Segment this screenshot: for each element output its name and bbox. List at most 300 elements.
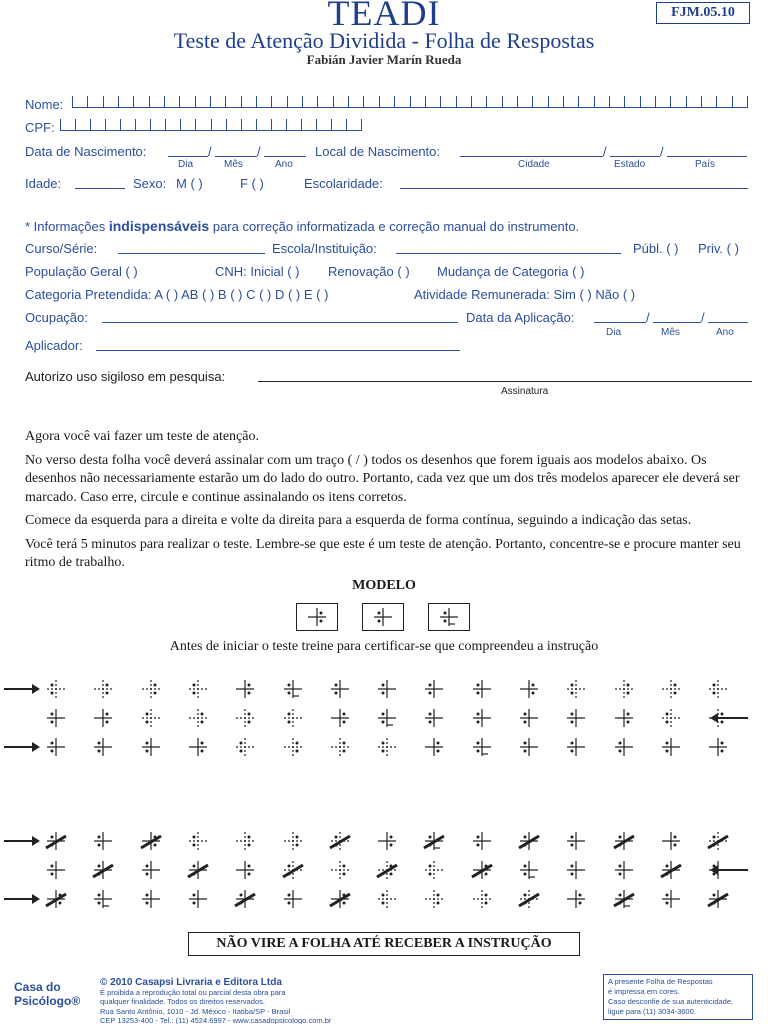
- struck-figure-icon: [660, 859, 682, 881]
- figure-icon: [45, 859, 67, 881]
- struck-figure-icon: [707, 888, 729, 910]
- instruction-p2: No verso desta folha você deverá assinalar com um traço ( / ) todos os desenhos que forem iguais aos modelos abaixo. Os desenhos não necessariamente estarão um do lado do outro. Portanto, cada vez que um dos três modelos aparecer ele deverá ser marcado. Caso erre, circule e continue assinalando os itens corretos.: [25, 452, 740, 505]
- local-label: Local de Nascimento:: [315, 144, 441, 159]
- tick-mark: [317, 96, 318, 108]
- practice-figure[interactable]: [140, 736, 162, 758]
- modelo-figure-icon: [372, 606, 394, 628]
- practice-figure[interactable]: [45, 830, 67, 852]
- idade-label: Idade:: [25, 176, 62, 191]
- renovacao-option[interactable]: Renovação ( ): [328, 264, 410, 279]
- tick-mark: [256, 119, 257, 131]
- practice-figure[interactable]: [282, 736, 304, 758]
- figure-icon: [282, 888, 304, 910]
- figure-icon: [329, 736, 351, 758]
- tick-mark: [440, 96, 441, 108]
- practice-figure[interactable]: [234, 707, 256, 729]
- cidade-field[interactable]: [460, 156, 603, 157]
- practice-figure[interactable]: [140, 678, 162, 700]
- tick-mark: [256, 96, 257, 108]
- practice-figure[interactable]: [329, 678, 351, 700]
- figure-icon: [92, 830, 114, 852]
- practice-figure[interactable]: [187, 888, 209, 910]
- slash: /: [660, 144, 664, 159]
- aplicacao-dia-field[interactable]: [594, 322, 646, 323]
- figure-icon: [423, 736, 445, 758]
- struck-figure-icon: [518, 888, 540, 910]
- mudanca-option[interactable]: Mudança de Categoria ( ): [437, 264, 585, 279]
- figure-icon: [423, 678, 445, 700]
- practice-figure[interactable]: [282, 830, 304, 852]
- tick-mark: [149, 96, 150, 108]
- cnh-option[interactable]: CNH: Inicial ( ): [215, 264, 300, 279]
- practice-figure[interactable]: [613, 678, 635, 700]
- tick-mark: [394, 96, 395, 108]
- tick-mark: [502, 96, 503, 108]
- figure-icon: [660, 830, 682, 852]
- figure-icon: [660, 707, 682, 729]
- note4: ligue para (11) 3034-3600.: [608, 1007, 696, 1016]
- aplicador-label: Aplicador:: [25, 338, 83, 353]
- practice-figure[interactable]: [329, 830, 351, 852]
- practice-figure[interactable]: [376, 888, 398, 910]
- figure-icon: [140, 888, 162, 910]
- practice-figure[interactable]: [282, 888, 304, 910]
- struck-figure-icon: [613, 888, 635, 910]
- info-suffix: para correção informatizada e correção manual do instrumento.: [212, 219, 580, 234]
- practice-figure[interactable]: [471, 736, 493, 758]
- practice-figure[interactable]: [329, 888, 351, 910]
- authenticity-note: [603, 974, 753, 1020]
- practice-figure[interactable]: [329, 859, 351, 881]
- figure-icon: [518, 678, 540, 700]
- practice-figure[interactable]: [187, 830, 209, 852]
- figure-icon: [518, 859, 540, 881]
- practice-figure[interactable]: [45, 859, 67, 881]
- figure-icon: [376, 736, 398, 758]
- practice-figure[interactable]: [329, 736, 351, 758]
- figure-icon: [613, 678, 635, 700]
- practice-figure[interactable]: [92, 888, 114, 910]
- modelo-figure-icon: [438, 606, 460, 628]
- note1: A presente Folha de Respostas: [608, 977, 713, 986]
- practice-figure[interactable]: [92, 830, 114, 852]
- nome-input[interactable]: [72, 96, 748, 108]
- figure-icon: [329, 859, 351, 881]
- tick-mark: [271, 96, 272, 108]
- autorizo-label: Autorizo uso sigiloso em pesquisa:: [25, 369, 226, 384]
- figure-icon: [376, 707, 398, 729]
- tick-mark: [211, 119, 212, 131]
- copyright-block: [100, 978, 370, 1024]
- rights2: qualquer finalidade. Todos os direitos reservados.: [100, 997, 265, 1006]
- ocupacao-field[interactable]: [102, 322, 458, 323]
- practice-figure[interactable]: [92, 707, 114, 729]
- tick-mark: [225, 96, 226, 108]
- practice-figure[interactable]: [92, 736, 114, 758]
- figure-icon: [613, 707, 635, 729]
- escolaridade-label: Escolaridade:: [304, 176, 383, 191]
- practice-figure[interactable]: [234, 830, 256, 852]
- struck-figure-icon: [329, 830, 351, 852]
- tick-mark: [241, 96, 242, 108]
- info-bold: indispensáveis: [108, 218, 210, 234]
- tick-mark: [548, 96, 549, 108]
- practice-figure[interactable]: [613, 888, 635, 910]
- instruction-p4: Você terá 5 minutos para realizar o teste. Lembre-se que este é um teste de atenção. Portanto, concentre-se e procure manter seu ritmo de trabalho.: [25, 536, 741, 570]
- figure-icon: [234, 736, 256, 758]
- figure-icon: [92, 736, 114, 758]
- figure-icon: [92, 888, 114, 910]
- practice-figure[interactable]: [565, 888, 587, 910]
- slash: /: [603, 144, 607, 159]
- practice-figure[interactable]: [423, 830, 445, 852]
- figure-icon: [660, 736, 682, 758]
- tick-mark: [241, 119, 242, 131]
- tick-mark: [195, 119, 196, 131]
- tick-mark: [164, 96, 165, 108]
- tick-mark: [732, 96, 733, 108]
- tick-mark: [103, 96, 104, 108]
- figure-icon: [471, 678, 493, 700]
- tick-mark: [563, 96, 564, 108]
- practice-figure[interactable]: [660, 736, 682, 758]
- mes-caption: Mês: [224, 159, 243, 170]
- struck-figure-icon: [92, 859, 114, 881]
- figure-icon: [92, 707, 114, 729]
- nome-label: Nome:: [25, 97, 64, 112]
- tick-mark: [195, 96, 196, 108]
- tick-mark: [133, 96, 134, 108]
- practice-figure[interactable]: [660, 707, 682, 729]
- instructions: [25, 428, 750, 573]
- tick-mark: [456, 96, 457, 108]
- practice-figure[interactable]: [140, 707, 162, 729]
- practice-figure[interactable]: [707, 736, 729, 758]
- figure-icon: [707, 736, 729, 758]
- practice-figure[interactable]: [234, 859, 256, 881]
- curso-label: Curso/Série:: [25, 241, 98, 256]
- aplicacao-mes-field[interactable]: [653, 322, 701, 323]
- tick-mark: [60, 119, 61, 131]
- aplicador-field[interactable]: [96, 350, 460, 351]
- figure-icon: [376, 678, 398, 700]
- practice-figure[interactable]: [518, 678, 540, 700]
- practice-figure[interactable]: [376, 707, 398, 729]
- subtitle: Teste de Atenção Dividida - Folha de Respostas: [173, 28, 595, 53]
- figure-icon: [234, 678, 256, 700]
- figure-icon: [234, 830, 256, 852]
- practice-figure[interactable]: [234, 736, 256, 758]
- practice-figure[interactable]: [613, 859, 635, 881]
- figure-icon: [423, 707, 445, 729]
- struck-figure-icon: [376, 859, 398, 881]
- practice-figure[interactable]: [423, 678, 445, 700]
- tick-mark: [363, 96, 364, 108]
- tick-mark: [609, 96, 610, 108]
- instruction-p1: Agora você vai fazer um teste de atenção.: [25, 429, 259, 444]
- tick-mark: [150, 119, 151, 131]
- practice-figure[interactable]: [282, 678, 304, 700]
- figure-icon: [613, 736, 635, 758]
- practice-figure[interactable]: [187, 859, 209, 881]
- tick-mark: [348, 96, 349, 108]
- slash: /: [208, 144, 212, 159]
- tick-mark: [210, 96, 211, 108]
- figure-icon: [140, 678, 162, 700]
- info-prefix: * Informações: [25, 219, 106, 234]
- practice-figure[interactable]: [565, 736, 587, 758]
- figure-icon: [565, 888, 587, 910]
- figure-icon: [518, 736, 540, 758]
- practice-figure[interactable]: [45, 736, 67, 758]
- practice-figure[interactable]: [423, 859, 445, 881]
- tick-mark: [640, 96, 641, 108]
- struck-figure-icon: [329, 888, 351, 910]
- tick-mark: [165, 119, 166, 131]
- practice-figure[interactable]: [376, 830, 398, 852]
- cpf-input[interactable]: [60, 119, 362, 131]
- figure-icon: [187, 707, 209, 729]
- figure-icon: [471, 888, 493, 910]
- nascimento-ano-field[interactable]: [264, 156, 306, 157]
- figure-icon: [140, 707, 162, 729]
- copyright: © 2010 Casapsi Livraria e Editora Ltda: [100, 977, 282, 988]
- figure-icon: [565, 736, 587, 758]
- practice-figure[interactable]: [660, 888, 682, 910]
- dia-caption: Dia: [178, 159, 194, 170]
- brand-line1: Casa do: [14, 980, 61, 994]
- figure-icon: [471, 707, 493, 729]
- address: Rua Santo Antônio, 1010 - Jd. México - Itatiba/SP - Brasil: [100, 1006, 291, 1016]
- struck-figure-icon: [282, 859, 304, 881]
- practice-figure[interactable]: [423, 888, 445, 910]
- figure-icon: [423, 888, 445, 910]
- practice-figure[interactable]: [565, 830, 587, 852]
- cidade-caption: Cidade: [518, 159, 550, 170]
- sexo-f-option[interactable]: F ( ): [240, 176, 264, 191]
- estado-field[interactable]: [610, 156, 660, 157]
- form-code: FJM.05.10: [671, 5, 735, 20]
- tick-mark: [135, 119, 136, 131]
- curso-field[interactable]: [118, 253, 265, 254]
- tick-mark: [425, 96, 426, 108]
- form-code-box: [656, 2, 750, 24]
- practice-figure[interactable]: [140, 830, 162, 852]
- practice-figure[interactable]: [471, 830, 493, 852]
- figure-icon: [565, 830, 587, 852]
- figure-icon: [140, 859, 162, 881]
- idade-field[interactable]: [75, 188, 125, 189]
- practice-figure[interactable]: [376, 678, 398, 700]
- practice-figure[interactable]: [613, 830, 635, 852]
- practice-figure[interactable]: [660, 830, 682, 852]
- figure-icon: [565, 707, 587, 729]
- warning-text: NÃO VIRE A FOLHA ATÉ RECEBER A INSTRUÇÃO: [216, 936, 552, 951]
- author: Fabián Javier Marín Rueda: [306, 52, 462, 67]
- slash: /: [646, 310, 650, 325]
- figure-icon: [234, 707, 256, 729]
- struck-figure-icon: [471, 859, 493, 881]
- practice-figure[interactable]: [471, 707, 493, 729]
- pais-caption: País: [695, 159, 716, 170]
- tick-mark: [286, 119, 287, 131]
- practice-figure[interactable]: [565, 678, 587, 700]
- practice-figure[interactable]: [518, 707, 540, 729]
- practice-figure[interactable]: [707, 678, 729, 700]
- info-note: [25, 218, 579, 234]
- tick-mark: [226, 119, 227, 131]
- ocupacao-label: Ocupação:: [25, 310, 88, 325]
- tick-mark: [180, 119, 181, 131]
- figure-icon: [423, 859, 445, 881]
- note3: Caso desconfie de sua autenticidade,: [608, 997, 734, 1006]
- struck-figure-icon: [140, 830, 162, 852]
- practice-figure[interactable]: [376, 859, 398, 881]
- struck-figure-icon: [45, 888, 67, 910]
- note2: é impressa em cores.: [608, 987, 680, 996]
- practice-figure[interactable]: [92, 859, 114, 881]
- practice-figure[interactable]: [140, 888, 162, 910]
- tick-mark: [105, 119, 106, 131]
- practice-figure[interactable]: [187, 736, 209, 758]
- struck-figure-icon: [423, 830, 445, 852]
- figure-icon: [565, 859, 587, 881]
- figure-icon: [92, 678, 114, 700]
- practice-figure[interactable]: [423, 736, 445, 758]
- figure-icon: [329, 707, 351, 729]
- tick-mark: [594, 96, 595, 108]
- tick-mark: [655, 96, 656, 108]
- figure-icon: [471, 830, 493, 852]
- pais-field[interactable]: [667, 156, 747, 157]
- struck-figure-icon: [234, 888, 256, 910]
- practice-figure[interactable]: [471, 859, 493, 881]
- modelo-box: [296, 603, 338, 631]
- tick-mark: [179, 96, 180, 108]
- practice-figure[interactable]: [45, 707, 67, 729]
- modelo-figure-icon: [306, 606, 328, 628]
- data-aplicacao-label: Data da Aplicação:: [466, 310, 575, 325]
- nascimento-label: Data de Nascimento:: [25, 144, 147, 159]
- tick-mark: [624, 96, 625, 108]
- struck-figure-icon: [187, 859, 209, 881]
- practice-figure[interactable]: [376, 736, 398, 758]
- figure-icon: [187, 736, 209, 758]
- escola-field[interactable]: [396, 253, 621, 254]
- aplicacao-ano-field[interactable]: [708, 322, 748, 323]
- sexo-label: Sexo:: [133, 176, 167, 191]
- tick-mark: [410, 96, 411, 108]
- practice-figure[interactable]: [613, 707, 635, 729]
- aplicacao-ano-caption: Ano: [716, 327, 734, 338]
- practice-figure[interactable]: [518, 859, 540, 881]
- tick-mark: [333, 96, 334, 108]
- figure-icon: [613, 859, 635, 881]
- practice-figure[interactable]: [282, 859, 304, 881]
- categoria-options[interactable]: Categoria Pretendida: A ( ) AB ( ) B ( ) C ( ) D ( ) E ( ): [25, 287, 329, 302]
- practice-figure[interactable]: [518, 736, 540, 758]
- practice-figure[interactable]: [329, 707, 351, 729]
- practice-figure[interactable]: [45, 678, 67, 700]
- figure-icon: [565, 678, 587, 700]
- aplicacao-dia-caption: Dia: [606, 327, 622, 338]
- figure-icon: [45, 707, 67, 729]
- priv-option[interactable]: Priv. ( ): [698, 241, 739, 256]
- figure-icon: [518, 707, 540, 729]
- practice-figure[interactable]: [187, 678, 209, 700]
- figure-icon: [376, 888, 398, 910]
- contact: CEP 13253-400 - Tel.: (11) 4524.6997 - www.casadopsicologo.com.br: [100, 1016, 332, 1024]
- struck-figure-icon: [613, 830, 635, 852]
- tick-mark: [379, 96, 380, 108]
- practice-figure[interactable]: [234, 888, 256, 910]
- nascimento-dia-field[interactable]: [168, 156, 208, 157]
- practice-figure[interactable]: [660, 859, 682, 881]
- practice-figure[interactable]: [471, 888, 493, 910]
- practice-figure[interactable]: [613, 736, 635, 758]
- practice-figure[interactable]: [660, 678, 682, 700]
- tick-mark: [72, 96, 73, 108]
- figure-icon: [282, 707, 304, 729]
- practice-figure[interactable]: [282, 707, 304, 729]
- tick-mark: [331, 119, 332, 131]
- escolaridade-field[interactable]: [400, 188, 748, 189]
- tick-mark: [120, 119, 121, 131]
- atividade-options[interactable]: Atividade Remunerada: Sim ( ) Não ( ): [414, 287, 636, 302]
- tick-mark: [747, 96, 748, 108]
- practice-figure[interactable]: [565, 707, 587, 729]
- brand-logo: [14, 980, 80, 1008]
- arrow-right-icon: [4, 746, 38, 748]
- nascimento-mes-field[interactable]: [215, 156, 257, 157]
- practice-figure[interactable]: [471, 678, 493, 700]
- practice-figure[interactable]: [423, 707, 445, 729]
- practice-figure[interactable]: [565, 859, 587, 881]
- practice-figure[interactable]: [707, 888, 729, 910]
- assinatura-field[interactable]: [258, 381, 752, 382]
- practice-figure[interactable]: [234, 678, 256, 700]
- modelo-box: [428, 603, 470, 631]
- figure-icon: [282, 678, 304, 700]
- arrow-left-icon: [712, 717, 748, 719]
- sexo-m-option[interactable]: M ( ): [176, 176, 203, 191]
- brand-line2: Psicólogo®: [14, 994, 81, 1008]
- tick-mark: [701, 96, 702, 108]
- figure-icon: [187, 678, 209, 700]
- test-title: TEADI: [327, 0, 441, 33]
- aplicacao-mes-caption: Mês: [661, 327, 680, 338]
- modelo-label: MODELO: [352, 578, 416, 593]
- figure-icon: [707, 678, 729, 700]
- tick-mark: [271, 119, 272, 131]
- tick-mark: [301, 119, 302, 131]
- practice-figure[interactable]: [707, 830, 729, 852]
- struck-figure-icon: [707, 830, 729, 852]
- tick-mark: [287, 96, 288, 108]
- practice-figure[interactable]: [45, 888, 67, 910]
- rights1: É proibida a reprodução total ou parcial desta obra para: [100, 987, 286, 997]
- practice-figure[interactable]: [518, 830, 540, 852]
- tick-mark: [90, 119, 91, 131]
- practice-figure[interactable]: [187, 707, 209, 729]
- modelo-box: [362, 603, 404, 631]
- practice-figure[interactable]: [518, 888, 540, 910]
- populacao-option[interactable]: População Geral ( ): [25, 264, 138, 279]
- publ-option[interactable]: Públ. ( ): [633, 241, 679, 256]
- cpf-label: CPF:: [25, 120, 55, 135]
- practice-figure[interactable]: [140, 859, 162, 881]
- practice-figure[interactable]: [92, 678, 114, 700]
